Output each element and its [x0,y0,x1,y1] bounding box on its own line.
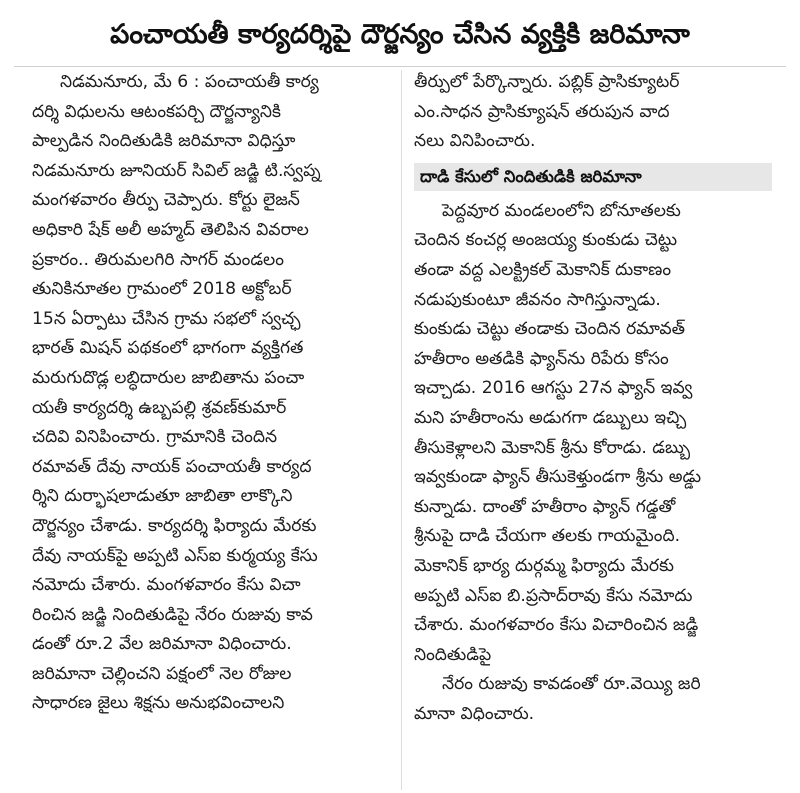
article-paragraph-2: పెద్దవూర మండలంలోని బోనూతలకు చెందిన కంచర్ల అంజయ్య కుంకుడు చెట్టు తండా వద్ద ఎలక్ట్రికల్ మెకానిక్ దుకాణం నడుపుకుంటూ జీవనం సాగిస్తున్నాడు. కుంకుడు చెట్టు తండాకు చెందిన రమావత్ హతీరాం అతడికి ఫ్యాన్‌ను రిపేరు కోసం ఇచ్చాడు. 2016 ఆగస్టు 27న ఫ్యాన్ ఇవ్వ మని హతీరాంను అడుగగా డబ్బులు ఇచ్చి తీసుకెళ్లాలని మెకానిక్ శ్రీను కోరాడు. డబ్బు ఇవ్వకుండా ఫ్యాన్ తీసుకెళ్తుండగా శ్రీను అడ్డు కున్నాడు. దాంతో హతీరాం ఫ్యాన్ గడ్డతో శ్రీనుపై దాడి చేయగా తలకు గాయమైంది. మెకానిక్ భార్య దుర్గమ్మ ఫిర్యాదు మేరకు అప్పటి ఎస్‌ఐ బి.ప్రసాద్‌రావు కేసు నమోదు చేశారు. మంగళవారం కేసు విచారించిన జడ్జి నిందితుడిపై [414,200,702,665]
article-paragraph-1: నిడమనూరు, మే 6 : పంచాయతీ కార్య దర్శి విధులను ఆటంకపర్చి దౌర్జన్యానికి పాల్పడిన నిందితుడికి జరిమానా విధిస్తూ నిడమనూరు జూనియర్ సివిల్ జడ్జి టి.స్వప్న మంగళవారం తీర్పు చెప్పారు. కోర్టు లైజన్ అధికారి షేక్ అలీ అహ్మద్ తెలిపిన వివరాల ప్రకారం.. తిరుమలగిరి సాగర్ మండలం తునికినూతల గ్రామంలో 2018 అక్టోబర్ 15న ఏర్పాటు చేసిన గ్రామ సభలో స్వచ్ఛ భారత్ మిషన్ పథకంలో భాగంగా వ్యక్తిగత మరుగుదొడ్ల లబ్ధిదారుల జాబితాను పంచా యతీ కార్యదర్శి ఉబ్బపల్లి శ్రవణ్‌కుమార్ చదివి వినిపించారు. గ్రామానికి చెందిన రమావత్ దేవు నాయక్ పంచాయతీ కార్యద ర్శిని దుర్భాషలాడుతూ జాబితా లాక్కొని దౌర్జన్యం చేశాడు. కార్యదర్శి ఫిర్యాదు మేరకు దేవు నాయక్‌పై అప్పటి ఎస్‌ఐ కుర్మయ్య కేసు నమోదు చేశారు. మంగళవారం కేసు విచా రించిన జడ్జి నిందితుడిపై నేరం రుజువు కావ డంతో రూ.2 వేల జరిమానా విధించారు. జరిమానా చెల్లించని పక్షంలో నెల రోజుల సాధారణ జైలు శిక్షను అనుభవించాలని [32,72,321,714]
headline-rule [14,66,786,67]
column-divider [401,70,402,790]
article-subheading: దాడి కేసులో నిందితుడికి జరిమానా [414,163,772,191]
article-left-column [32,68,387,719]
article-headline: పంచాయతీ కార్యదర్శిపై దౌర్జన్యం చేసిన వ్యక్తికి జరిమానా [110,19,690,50]
article-paragraph-3: నేరం రుజువు కావడంతో రూ.వెయ్యి జరి మానా విధించారు. [414,674,701,724]
article-right-column [414,68,772,729]
article-paragraph-continuation: తీర్పులో పేర్కొన్నారు. పబ్లిక్ ప్రాసిక్యూటర్ ఎం.సాధన ప్రాసిక్యూషన్ తరుపున వాద నలు వినిపించారు. [414,72,680,152]
